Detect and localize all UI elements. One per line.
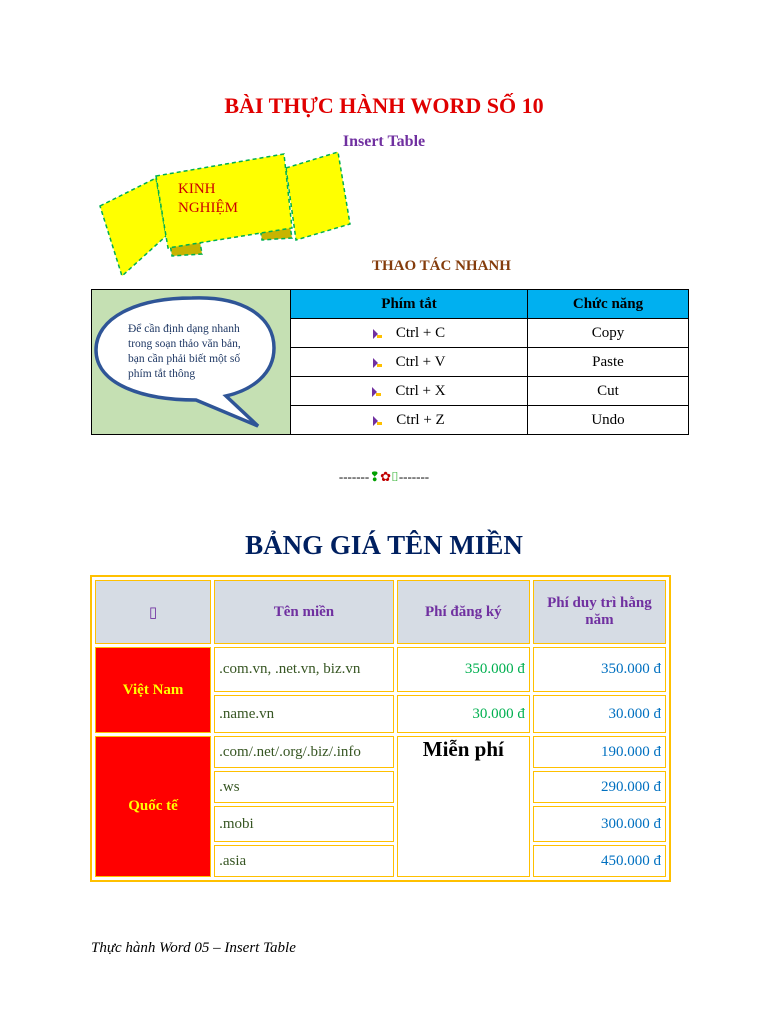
header-function: Chức năng (528, 290, 689, 319)
region-vietnam: Việt Nam (95, 647, 211, 733)
price-table-title: BẢNG GIÁ TÊN MIỀN (245, 530, 523, 560)
leaf-icon: ❢ (369, 469, 381, 484)
renew-fee: 290.000 đ (533, 771, 666, 803)
ribbon-text: KINH NGHIỆM (178, 181, 238, 216)
shortcut-function: Cut (528, 377, 689, 406)
bullet-arrow-icon (372, 387, 381, 396)
register-fee: 350.000 đ (397, 647, 530, 692)
region-international: Quốc tế (95, 736, 211, 877)
renew-fee: 190.000 đ (533, 736, 666, 768)
shortcut-key: Ctrl + V (395, 353, 446, 370)
renew-fee: 350.000 đ (533, 647, 666, 692)
bullet-arrow-icon (373, 329, 382, 338)
bullet-arrow-icon (373, 358, 382, 367)
header-register-fee: Phí đăng ký (397, 580, 530, 644)
shortcut-key: Ctrl + X (395, 382, 446, 399)
header-icon-cell (95, 580, 211, 644)
page-title: BÀI THỰC HÀNH WORD SỐ 10 (224, 93, 544, 118)
leaf-icon-right: ⌷ (391, 469, 399, 484)
domain-name: .asia (214, 845, 394, 877)
shortcut-key: Ctrl + C (395, 324, 446, 341)
shortcut-key: Ctrl + Z (396, 411, 445, 428)
tip-cell (92, 290, 291, 435)
domain-name: .com/.net/.org/.biz/.info (214, 736, 394, 768)
shortcut-function: Undo (528, 406, 689, 435)
table-row (95, 647, 666, 692)
domain-name: .com.vn, .net.vn, biz.vn (214, 647, 394, 692)
tip-text: Để cần định dạng nhanh trong soạn thảo văn bản, bạn cần phải biết một số phím tắt thông (128, 323, 241, 380)
domain-name: .mobi (214, 806, 394, 842)
quick-actions-heading: THAO TÁC NHANH (372, 258, 511, 274)
table-row (95, 736, 666, 768)
page-subtitle: Insert Table (342, 133, 426, 150)
page-footer: Thực hành Word 05 – Insert Table (91, 940, 296, 956)
domain-name: .ws (214, 771, 394, 803)
renew-fee: 30.000 đ (533, 695, 666, 733)
price-table (90, 575, 671, 882)
register-fee: 30.000 đ (397, 695, 530, 733)
header-shortcut: Phím tắt (291, 290, 528, 319)
shortcut-function: Paste (528, 348, 689, 377)
header-domain: Tên miền (214, 580, 394, 644)
flower-icon: ✿ (380, 469, 391, 484)
renew-fee: 450.000 đ (533, 845, 666, 877)
decorative-divider: -------❢✿⌷------- (338, 469, 430, 484)
bullet-arrow-icon (373, 416, 382, 425)
header-renew-fee: Phí duy trì hằng năm (533, 580, 666, 644)
price-table-wrapper (90, 575, 671, 900)
domain-name: .name.vn (214, 695, 394, 733)
shortcut-table (91, 289, 689, 435)
free-registration: Miễn phí (397, 736, 530, 877)
renew-fee: 300.000 đ (533, 806, 666, 842)
shortcut-function: Copy (528, 319, 689, 348)
placeholder-icon: ▯ (148, 604, 158, 621)
